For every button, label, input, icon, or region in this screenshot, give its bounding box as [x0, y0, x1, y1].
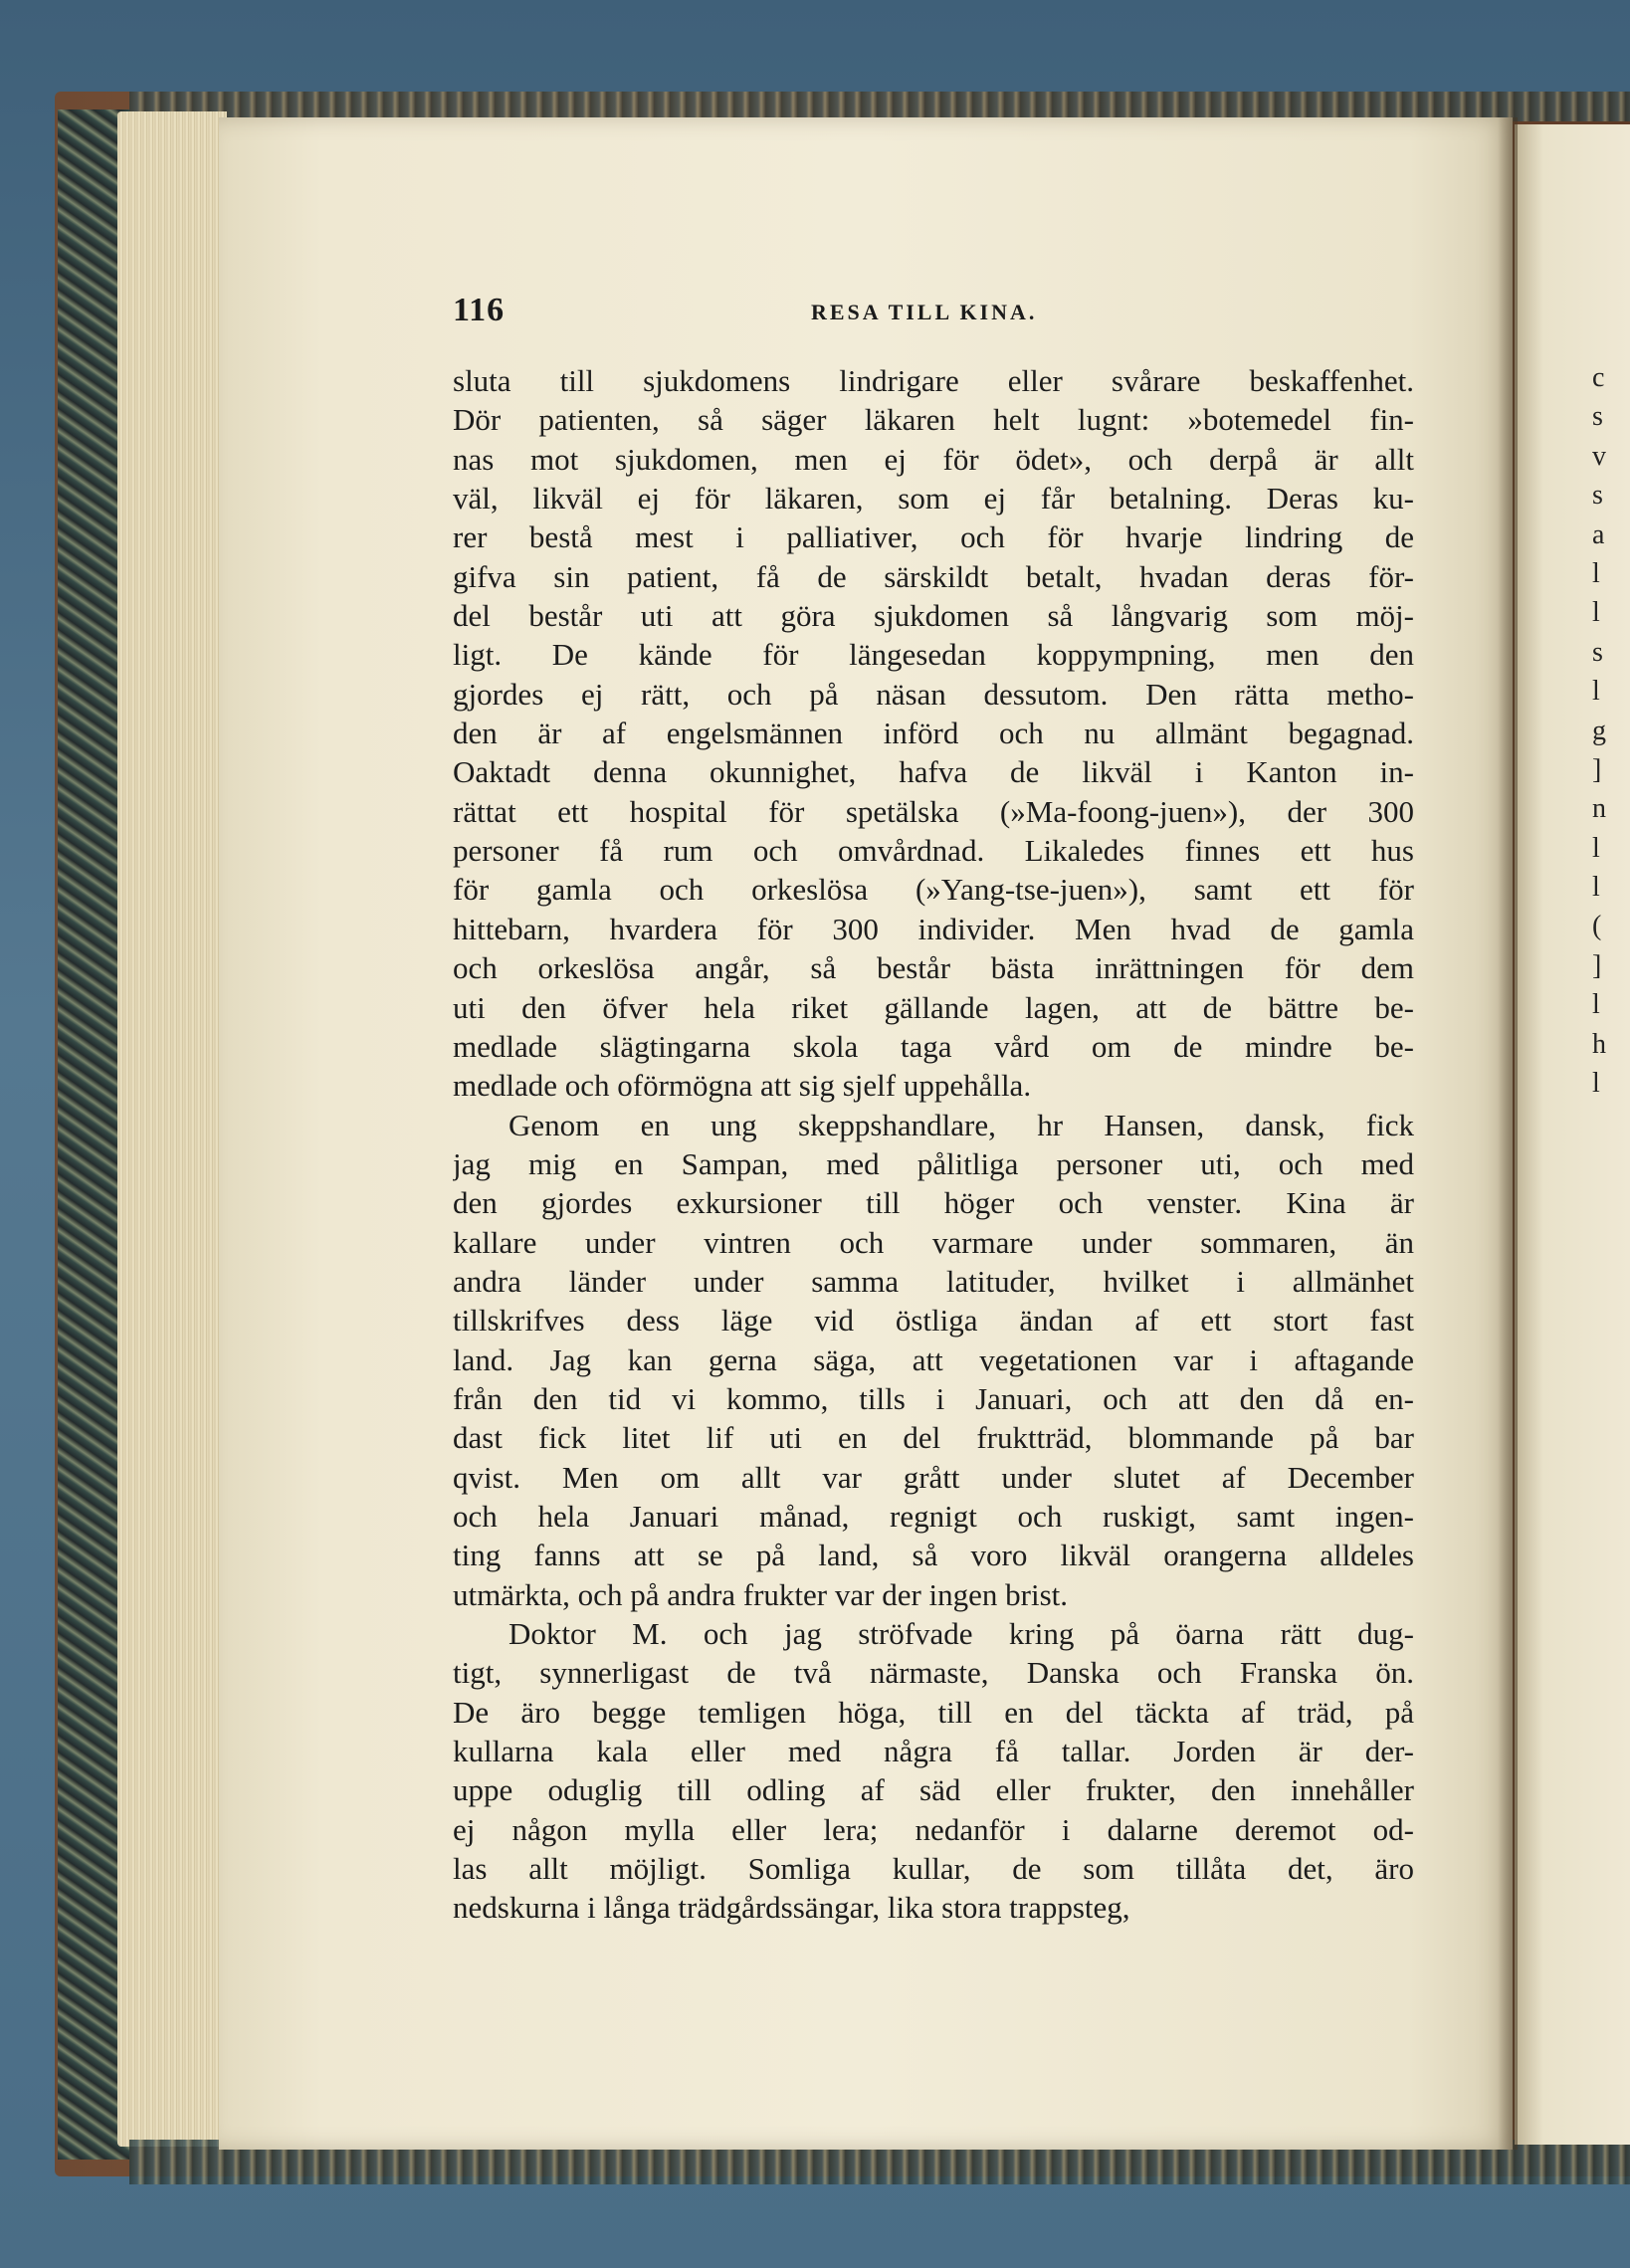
facing-page-fragment: l [1592, 872, 1600, 904]
text-line: De äro begge temligen höga, till en del täckta af träd, på [453, 1694, 1414, 1730]
text-line: hittebarn, hvardera för 300 individer. Men hvad de gamla [453, 911, 1414, 946]
text-line: från den tid vi kommo, tills i Januari, och att den då en- [453, 1380, 1414, 1416]
text-line: väl, likväl ej för läkaren, som ej får betalning. Deras ku- [453, 481, 1414, 516]
text-line: medlade slägtingarna skola taga vård om de mindre be- [453, 1028, 1414, 1064]
text-line: ting fanns att se på land, så voro likväl orangerna alldeles [453, 1538, 1414, 1573]
text-line: gjordes ej rätt, och på näsan dessutom. Den rätta metho- [453, 676, 1414, 712]
text-line: den gjordes exkursioner till höger och venster. Kina är [453, 1185, 1414, 1221]
text-line: kullarna kala eller med några få tallar. Jorden är der- [453, 1734, 1414, 1769]
text-line: uppe oduglig till odling af säd eller frukter, den innehåller [453, 1772, 1414, 1808]
text-line: gifva sin patient, få de särskildt betalt, hvadan deras för- [453, 558, 1414, 594]
text-line: personer få rum och omvårdnad. Likaledes finnes ett hus [453, 833, 1414, 869]
facing-page-fragment: s [1592, 480, 1603, 512]
text-line: utmärkta, och på andra frukter var der ingen brist. [453, 1576, 1069, 1612]
facing-page-fragment: v [1592, 440, 1606, 472]
facing-page-fragment: g [1592, 715, 1606, 746]
facing-page-fragment: l [1592, 597, 1600, 629]
text-line: Doktor M. och jag ströfvade kring på öarna rätt dug- [509, 1616, 1414, 1651]
facing-page-fragment: l [1592, 989, 1600, 1021]
facing-page-fragment: n [1592, 793, 1606, 825]
text-line: del består uti att göra sjukdomen så långvarig som möj- [453, 598, 1414, 634]
text-line: andra länder under samma latituder, hvilket i allmänhet [453, 1263, 1414, 1299]
facing-page-fragment: s [1592, 401, 1603, 433]
text-line: den är af engelsmännen införd och nu allmänt begagnad. [453, 716, 1414, 751]
text-line: Genom en ung skeppshandlare, hr Hansen, dansk, fick [509, 1107, 1414, 1142]
facing-page-fragment: l [1592, 676, 1600, 708]
text-line: nedskurna i långa trädgårdssängar, lika stora trappsteg, [453, 1890, 1130, 1926]
text-line: medlade och oförmögna att sig sjelf uppehålla. [453, 1068, 1032, 1104]
running-head: RESA TILL KINA. [811, 300, 1038, 324]
paragraph [453, 1614, 1414, 1928]
text-line: ligt. De kände för längesedan koppympning, men den [453, 637, 1414, 673]
text-line: rer bestå mest i palliativer, och för hvarje lindring de [453, 519, 1414, 555]
text-line: för gamla och orkeslösa (»Yang-tse-juen»), samt ett för [453, 872, 1414, 908]
text-line: jag mig en Sampan, med pålitliga personer uti, och med [453, 1145, 1414, 1181]
facing-page-fragment: ] [1592, 949, 1602, 981]
facing-page-fragment: l [1592, 557, 1600, 589]
paragraph [453, 1106, 1414, 1614]
text-line: las allt möjligt. Somliga kullar, de som tillåta det, äro [453, 1851, 1414, 1887]
text-line: Dör patienten, så säger läkaren helt lugnt: »botemedel fin- [453, 402, 1414, 438]
text-line: dast fick litet lif uti en del fruktträd, blommande på bar [453, 1420, 1414, 1456]
text-line: Oaktadt denna okunnighet, hafva de likväl i Kanton in- [453, 754, 1414, 790]
facing-page-text [1592, 358, 1630, 1103]
facing-page-fragment: a [1592, 518, 1605, 550]
facing-page-fragment: l [1592, 1068, 1600, 1100]
page-header [453, 292, 1423, 331]
text-line: och orkeslösa angår, så består bästa inrättningen för dem [453, 950, 1414, 986]
text-line: tigt, synnerligast de två närmaste, Danska och Franska ön. [453, 1655, 1414, 1691]
facing-page-fragment: s [1592, 636, 1603, 668]
text-line: tillskrifves dess läge vid östliga ändan af ett stort fast [453, 1303, 1414, 1339]
text-line: och hela Januari månad, regnigt och ruskigt, samt ingen- [453, 1498, 1414, 1534]
paragraph [453, 361, 1414, 1106]
text-line: land. Jag kan gerna säga, att vegetationen var i aftagande [453, 1341, 1414, 1377]
gutter-shadow [1498, 117, 1518, 2150]
facing-page-fragment: h [1592, 1028, 1606, 1060]
text-line: rättat ett hospital för spetälska (»Ma-foong-juen»), der 300 [453, 793, 1414, 829]
text-line: sluta till sjukdomens lindrigare eller svårare beskaffenhet. [453, 363, 1414, 398]
facing-page-fragment: ( [1592, 911, 1602, 942]
page-edges [117, 111, 227, 2147]
text-line: kallare under vintren och varmare under sommaren, än [453, 1224, 1414, 1260]
text-line: ej någon mylla eller lera; nedanför i dalarne deremot od- [453, 1811, 1414, 1847]
facing-page-fragment: c [1592, 362, 1605, 393]
facing-page-fragment: l [1592, 832, 1600, 864]
facing-page-fragment: ] [1592, 753, 1602, 785]
text-line: nas mot sjukdomen, men ej för ödet», och derpå är allt [453, 441, 1414, 477]
text-line: uti den öfver hela riket gällande lagen, att de bättre be- [453, 989, 1414, 1025]
text-line: qvist. Men om allt var grått under slutet af December [453, 1459, 1414, 1495]
page-number: 116 [453, 292, 506, 328]
body-text [453, 361, 1414, 1928]
